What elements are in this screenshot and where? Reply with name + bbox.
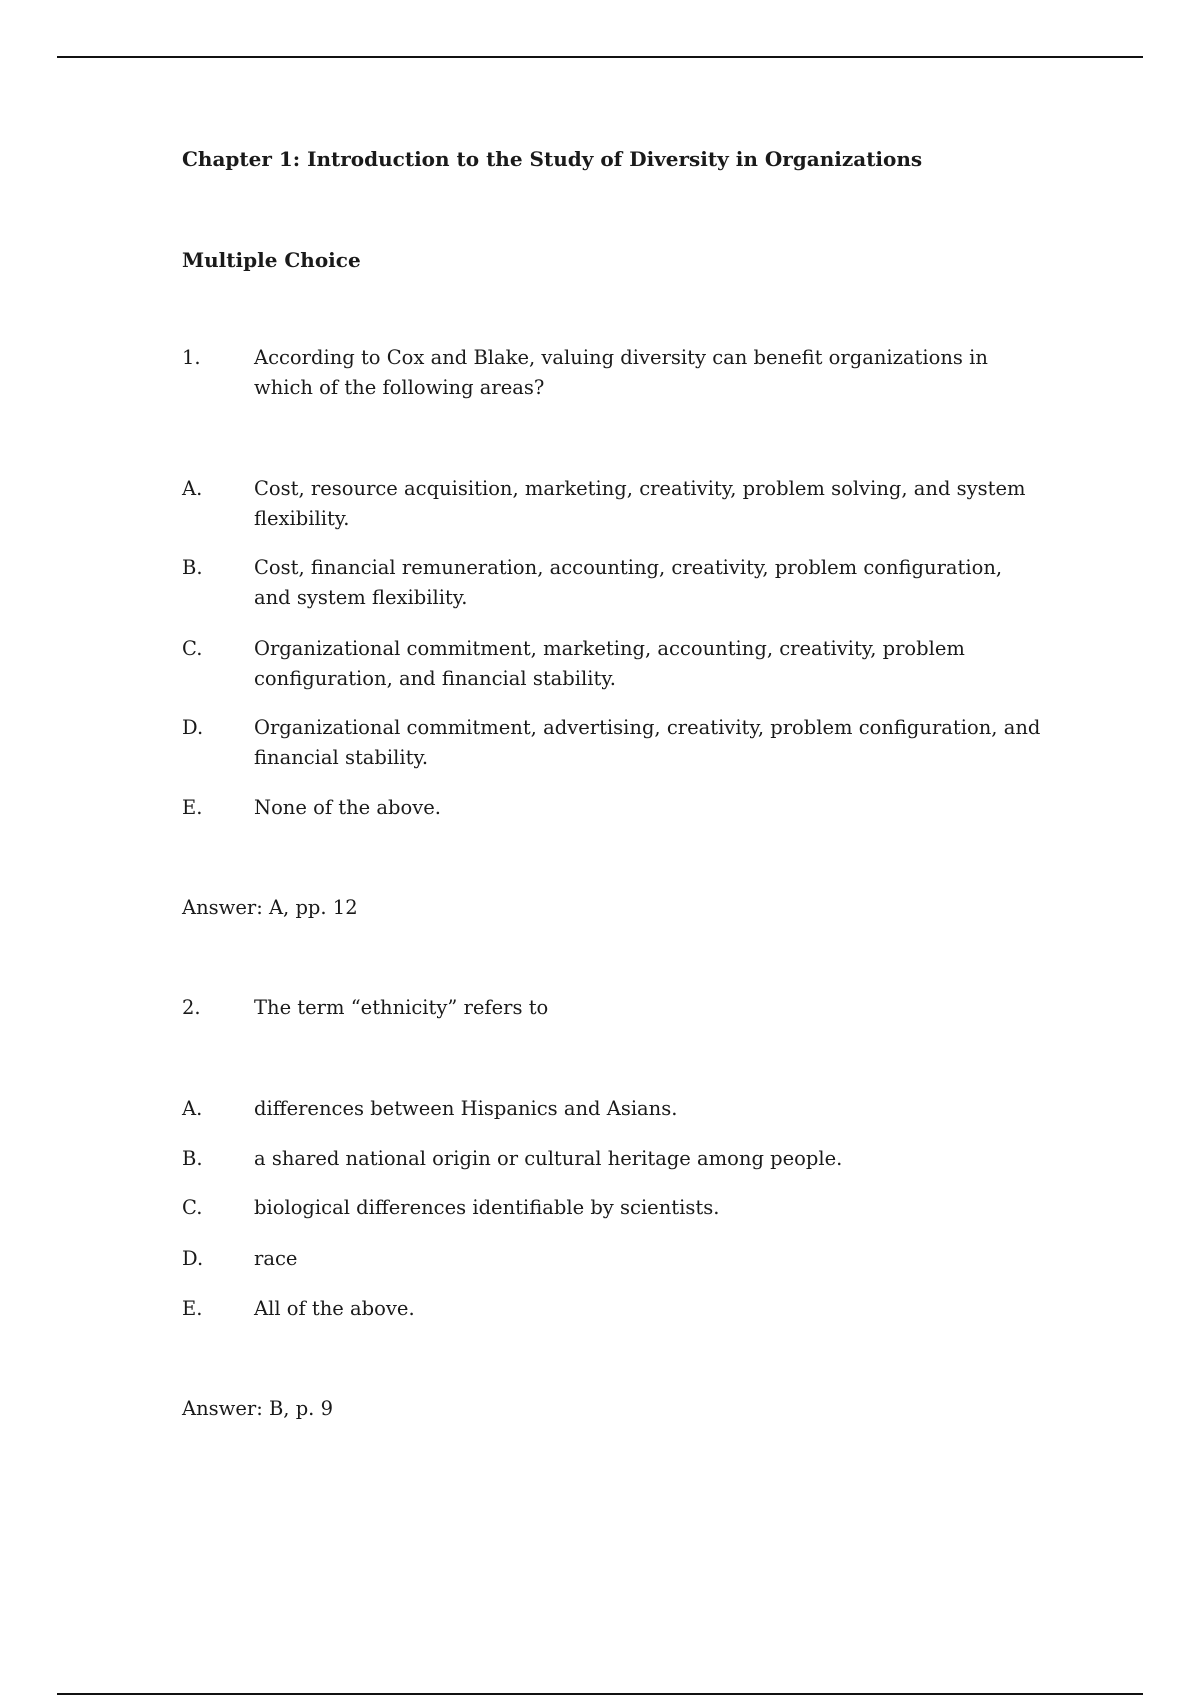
option-text: a shared national origin or cultural heritage among people.	[254, 1147, 843, 1170]
question-number: 1.	[182, 346, 201, 369]
option-letter: E.	[182, 1297, 203, 1320]
option-letter: B.	[182, 556, 203, 579]
question-1-option-e	[182, 793, 1062, 823]
question-1	[182, 343, 1062, 403]
question-1-option-a	[182, 474, 1062, 534]
question-2-option-e	[182, 1294, 1062, 1324]
option-text: None of the above.	[254, 796, 441, 819]
chapter-title: Chapter 1: Introduction to the Study of Diversity in Organizations	[182, 147, 923, 171]
question-2-option-b	[182, 1144, 1062, 1174]
option-letter: D.	[182, 716, 204, 739]
question-2-answer: Answer: B, p. 9	[182, 1397, 333, 1420]
option-letter: B.	[182, 1147, 203, 1170]
option-letter: A.	[182, 1097, 203, 1120]
option-letter: E.	[182, 796, 203, 819]
option-text: Organizational commitment, marketing, accounting, creativity, problem configuration, and financial stability.	[254, 637, 965, 690]
option-letter: C.	[182, 1196, 203, 1219]
option-text: biological differences identifiable by scientists.	[254, 1196, 720, 1219]
question-1-answer: Answer: A, pp. 12	[182, 896, 358, 919]
question-2-option-c	[182, 1193, 1062, 1223]
top-rule	[57, 56, 1143, 58]
question-1-option-c	[182, 634, 1062, 694]
question-text: According to Cox and Blake, valuing diversity can benefit organizations in which of the following areas?	[254, 346, 988, 399]
option-text: Organizational commitment, advertising, creativity, problem configuration, and financial stability.	[254, 716, 1041, 769]
option-text: race	[254, 1247, 298, 1270]
question-text: The term “ethnicity” refers to	[254, 996, 549, 1019]
option-text: differences between Hispanics and Asians.	[254, 1097, 678, 1120]
option-text: Cost, resource acquisition, marketing, creativity, problem solving, and system flexibility.	[254, 477, 1026, 530]
section-title: Multiple Choice	[182, 248, 361, 272]
option-text: All of the above.	[254, 1297, 415, 1320]
question-1-option-b	[182, 553, 1062, 613]
option-letter: D.	[182, 1247, 204, 1270]
question-2	[182, 993, 1062, 1023]
option-text: Cost, financial remuneration, accounting, creativity, problem configuration, and system flexibility.	[254, 556, 1003, 609]
question-2-option-d	[182, 1244, 1062, 1274]
question-number: 2.	[182, 996, 201, 1019]
question-2-option-a	[182, 1094, 1062, 1124]
option-letter: C.	[182, 637, 203, 660]
bottom-rule	[57, 1693, 1143, 1695]
option-letter: A.	[182, 477, 203, 500]
question-1-option-d	[182, 713, 1062, 773]
